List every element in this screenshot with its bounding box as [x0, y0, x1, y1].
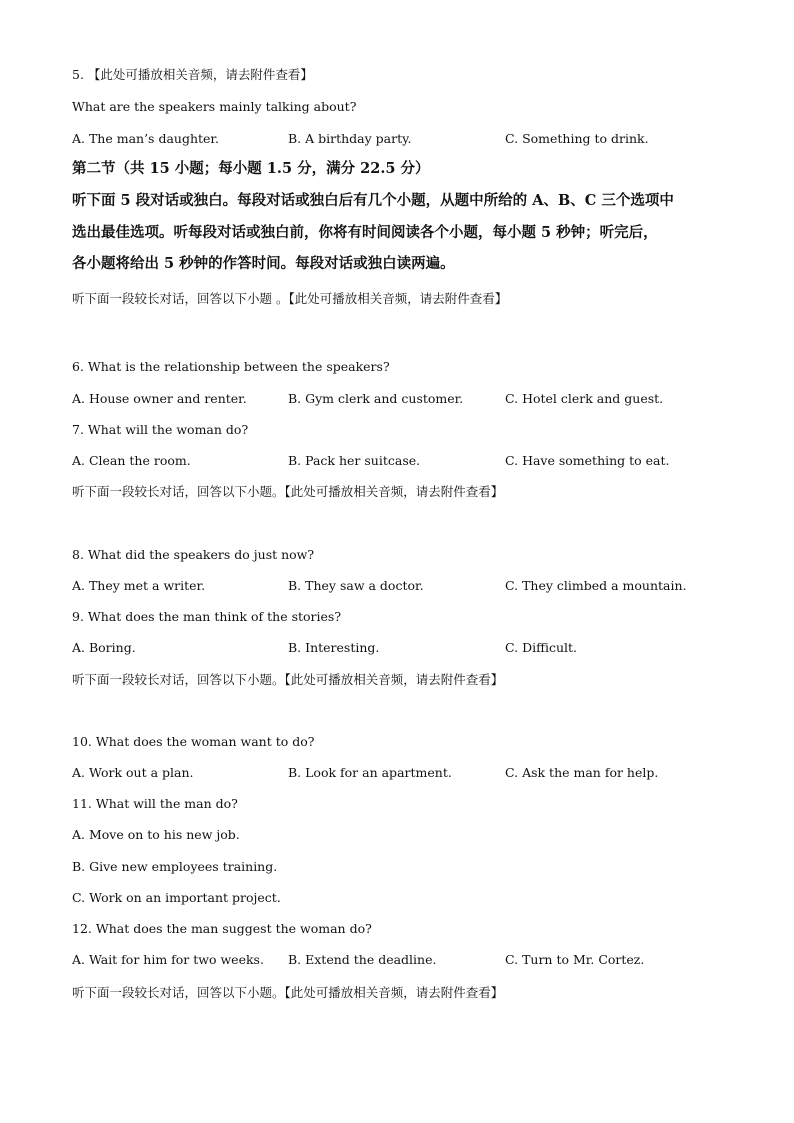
q5-option-b: B. A birthday party.	[288, 131, 412, 146]
q9-option-b: B. Interesting.	[288, 640, 380, 655]
q12-option-b: B. Extend the deadline.	[288, 952, 437, 967]
q12-question: 12. What does the man suggest the woman do?	[72, 921, 372, 936]
q5-question: What are the speakers mainly talking about?	[72, 99, 357, 114]
q11-option-b: B. Give new employees training.	[72, 859, 278, 874]
dialogue3-intro: 听下面一段较长对话，回答以下小题。【此处可播放相关音频，请去附件查看】	[72, 672, 504, 687]
section2-title: 第二节（共 15 小题；每小题 1.5 分，满分 22.5 分）	[72, 160, 430, 177]
dialogue4-intro: 听下面一段较长对话，回答以下小题。【此处可播放相关音频，请去附件查看】	[72, 985, 504, 1000]
q6-option-b: B. Gym clerk and customer.	[288, 391, 464, 406]
q9-question: 9. What does the man think of the stories?	[72, 609, 342, 624]
q6-option-c: C. Hotel clerk and guest.	[505, 391, 664, 406]
q8-option-b: B. They saw a doctor.	[288, 578, 424, 593]
q10-option-b: B. Look for an apartment.	[288, 765, 452, 780]
q8-option-c: C. They climbed a mountain.	[505, 578, 687, 593]
q9-option-c: C. Difficult.	[505, 640, 578, 655]
q6-option-a: A. House owner and renter.	[72, 391, 247, 406]
q11-option-a: A. Move on to his new job.	[72, 827, 240, 842]
q7-option-a: A. Clean the room.	[72, 453, 191, 468]
section2-instruction-line1: 听下面 5 段对话或独白。每段对话或独白后有几个小题，从题中所给的 A、B、C 三个选项中	[72, 192, 674, 209]
q5-header: 5. 【此处可播放相关音频，请去附件查看】	[72, 67, 313, 82]
q10-option-a: A. Work out a plan.	[72, 765, 194, 780]
q11-question: 11. What will the man do?	[72, 796, 238, 811]
q7-option-b: B. Pack her suitcase.	[288, 453, 421, 468]
q8-question: 8. What did the speakers do just now?	[72, 547, 315, 562]
q7-question: 7. What will the woman do?	[72, 422, 249, 437]
q11-option-c: C. Work on an important project.	[72, 890, 281, 905]
q7-option-c: C. Have something to eat.	[505, 453, 670, 468]
section2-instruction-line3: 各小题将给出 5 秒钟的作答时间。每段对话或独白读两遍。	[72, 255, 455, 272]
q10-question: 10. What does the woman want to do?	[72, 734, 315, 749]
section2-instruction-line2: 选出最佳选项。听每段对话或独白前，你将有时间阅读各个小题，每小题 5 秒钟；听完后，	[72, 224, 658, 241]
dialogue1-intro: 听下面一段较长对话，回答以下小题 。【此处可播放相关音频，请去附件查看】	[72, 291, 508, 306]
q9-option-a: A. Boring.	[72, 640, 136, 655]
q5-option-c: C. Something to drink.	[505, 131, 649, 146]
q12-option-a: A. Wait for him for two weeks.	[72, 952, 264, 967]
dialogue2-intro: 听下面一段较长对话，回答以下小题。【此处可播放相关音频，请去附件查看】	[72, 484, 504, 499]
q6-question: 6. What is the relationship between the speakers?	[72, 359, 390, 374]
q8-option-a: A. They met a writer.	[72, 578, 206, 593]
q10-option-c: C. Ask the man for help.	[505, 765, 659, 780]
q12-option-c: C. Turn to Mr. Cortez.	[505, 952, 645, 967]
q5-option-a: A. The man’s daughter.	[72, 131, 220, 146]
